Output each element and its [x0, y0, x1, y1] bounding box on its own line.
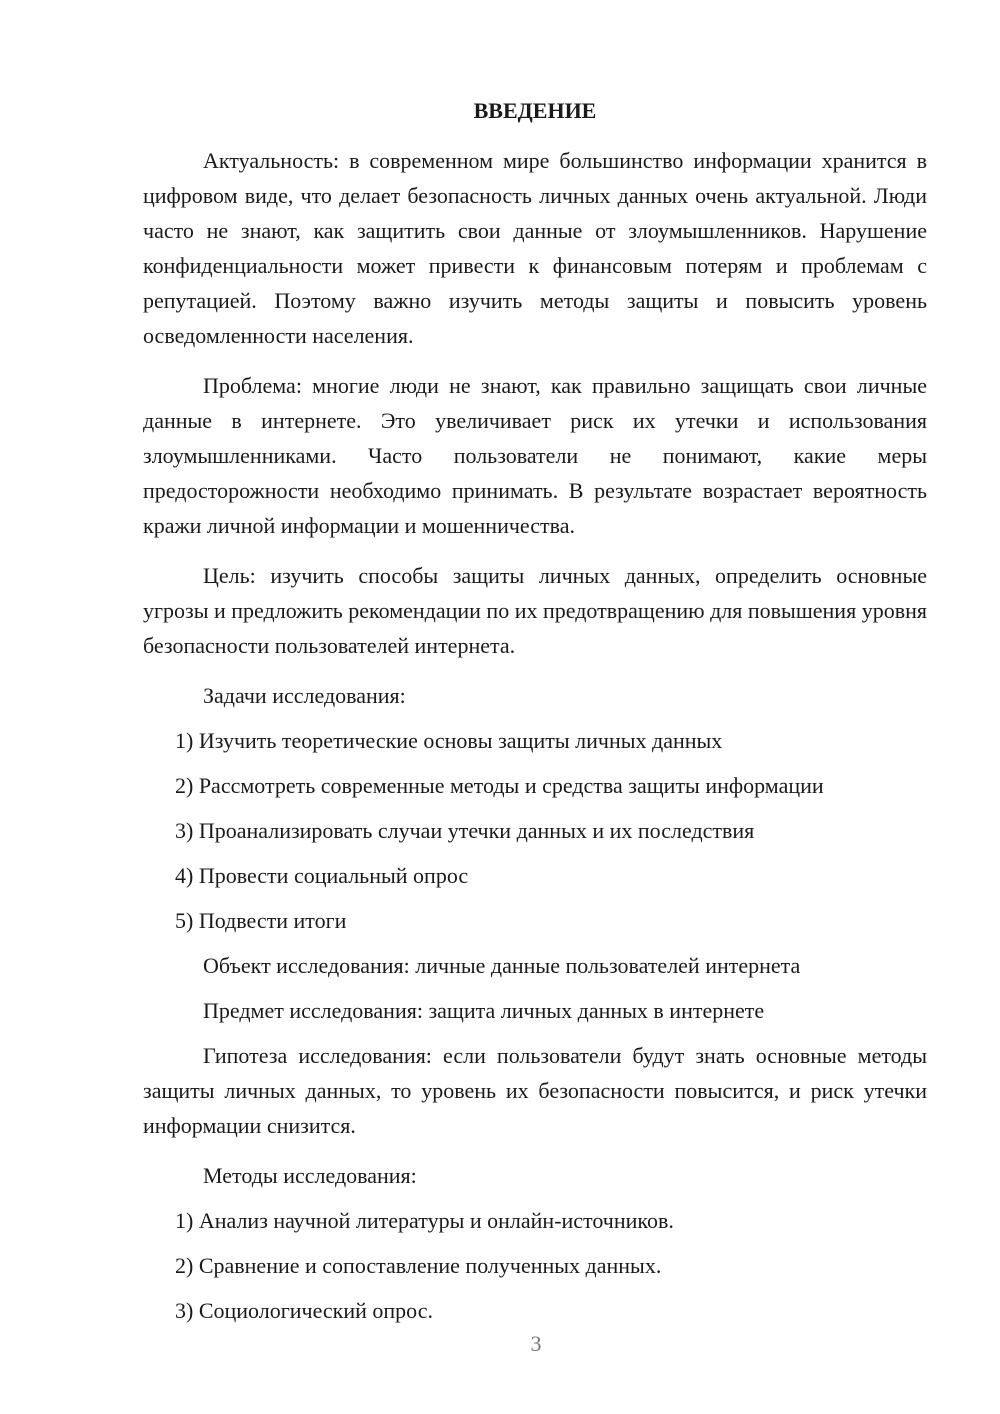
section-heading: ВВЕДЕНИЕ: [473, 98, 597, 123]
goal-paragraph: Цель: изучить способы защиты личных данных, определить основные угрозы и предложить рекомендации по их предотвращению для повышения уровня безопасности пользователей интернета.: [143, 563, 927, 658]
tasks-label: Задачи исследования:: [203, 683, 406, 708]
methods-label: Методы исследования:: [203, 1163, 417, 1188]
method-item: 2) Сравнение и сопоставление полученных данных.: [175, 1253, 662, 1278]
task-item: 5) Подвести итоги: [175, 908, 347, 933]
object-line: Объект исследования: личные данные пользователей интернета: [203, 953, 801, 978]
subject-line: Предмет исследования: защита личных данных в интернете: [203, 998, 765, 1023]
page-number: 3: [530, 1331, 542, 1356]
method-item: 1) Анализ научной литературы и онлайн-источников.: [175, 1208, 674, 1233]
page-content: [143, 93, 927, 1338]
method-item: 3) Социологический опрос.: [175, 1298, 433, 1323]
task-item: 1) Изучить теоретические основы защиты личных данных: [175, 728, 723, 753]
hypothesis-paragraph: Гипотеза исследования: если пользователи будут знать основные методы защиты личных данных, то уровень их безопасности повысится, и риск утечки информации снизится.: [143, 1043, 927, 1138]
task-item: 3) Проанализировать случаи утечки данных и их последствия: [175, 818, 755, 843]
problem-paragraph: Проблема: многие люди не знают, как правильно защищать свои личные данные в интернете. Это увеличивает риск их утечки и использования злоумышленниками. Часто пользователи не понимают, какие меры предосторожности необходимо принимать. В результате возрастает вероятность кражи личной информации и мошенничества.: [143, 373, 927, 538]
relevance-paragraph: Актуальность: в современном мире большинство информации хранится в цифровом виде, что делает безопасность личных данных очень актуальной. Люди часто не знают, как защитить свои данные от злоумышленников. Нарушение конфиденциальности может привести к финансовым потерям и проблемам с репутацией. Поэтому важно изучить методы защиты и повысить уровень осведомленности населения.: [143, 148, 927, 348]
task-item: 4) Провести социальный опрос: [175, 863, 469, 888]
task-item: 2) Рассмотреть современные методы и средства защиты информации: [175, 773, 824, 798]
